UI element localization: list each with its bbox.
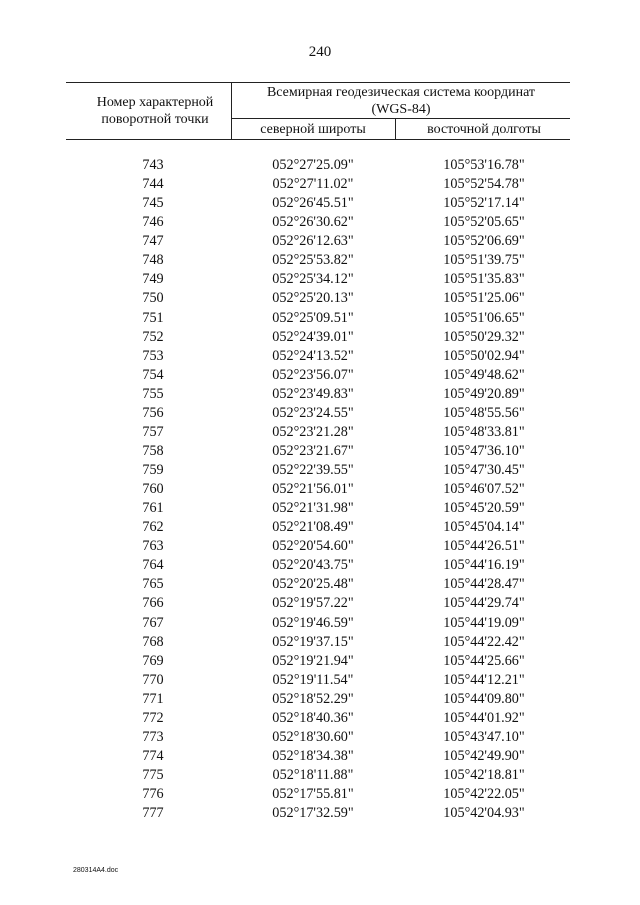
table-row	[0, 614, 640, 633]
table-row	[0, 442, 640, 461]
table-row	[0, 480, 640, 499]
latitude-value: 052°27'11.02"	[272, 176, 354, 193]
longitude-column-header: восточной долготы	[427, 122, 541, 137]
latitude-value: 052°23'56.07"	[272, 366, 354, 383]
point-number: 761	[142, 500, 164, 517]
longitude-value: 105°50'02.94"	[443, 347, 525, 364]
coordinates-table-body	[0, 156, 640, 823]
point-number: 776	[142, 786, 164, 803]
latitude-value: 052°26'45.51"	[272, 195, 354, 212]
point-number: 770	[142, 671, 164, 688]
point-number: 757	[142, 423, 164, 440]
table-row	[0, 175, 640, 194]
table-row	[0, 423, 640, 442]
longitude-value: 105°46'07.52"	[443, 481, 525, 498]
table-row	[0, 652, 640, 671]
longitude-value: 105°44'01.92"	[443, 709, 525, 726]
longitude-value: 105°51'06.65"	[443, 309, 525, 326]
table-row	[0, 690, 640, 709]
header-subcolumn-border	[231, 118, 570, 119]
point-number: 777	[142, 805, 164, 822]
latitude-value: 052°21'31.98"	[272, 500, 354, 517]
header-bottom-border	[66, 139, 570, 140]
point-number: 762	[142, 519, 164, 536]
table-row	[0, 366, 640, 385]
longitude-value: 105°52'05.65"	[443, 214, 525, 231]
latitude-value: 052°18'30.60"	[272, 728, 354, 745]
latitude-value: 052°19'21.94"	[272, 652, 354, 669]
longitude-value: 105°42'04.93"	[443, 805, 525, 822]
point-number: 756	[142, 404, 164, 421]
longitude-value: 105°44'09.80"	[443, 690, 525, 707]
point-number: 763	[142, 538, 164, 555]
coordinate-system-title: Всемирная геодезическая система координат	[266, 85, 536, 100]
point-number: 774	[142, 747, 164, 764]
table-row	[0, 156, 640, 175]
longitude-value: 105°44'19.09"	[443, 614, 525, 631]
longitude-value: 105°42'49.90"	[443, 747, 525, 764]
table-row	[0, 747, 640, 766]
header-subcolumn-divider	[395, 118, 396, 139]
longitude-value: 105°44'29.74"	[443, 595, 525, 612]
point-number: 759	[142, 462, 164, 478]
latitude-value: 052°18'40.36"	[272, 709, 354, 726]
longitude-value: 105°48'55.56"	[443, 404, 525, 421]
latitude-value: 052°23'21.28"	[272, 423, 354, 440]
point-number: 766	[142, 595, 164, 612]
longitude-value: 105°51'35.83"	[443, 271, 525, 288]
latitude-value: 052°19'37.15"	[272, 633, 354, 650]
table-row	[0, 404, 640, 423]
longitude-value: 105°47'30.45"	[443, 462, 525, 478]
table-row	[0, 232, 640, 251]
table-row	[0, 385, 640, 404]
table-row	[0, 213, 640, 232]
longitude-value: 105°45'04.14"	[443, 519, 525, 536]
table-row	[0, 347, 640, 366]
longitude-value: 105°44'16.19"	[443, 557, 525, 574]
point-number: 744	[142, 176, 164, 193]
latitude-value: 052°18'34.38"	[272, 747, 354, 764]
longitude-value: 105°42'22.05"	[443, 786, 525, 803]
longitude-value: 105°51'39.75"	[443, 252, 525, 269]
point-number: 768	[142, 633, 164, 650]
latitude-value: 052°26'12.63"	[272, 233, 354, 250]
table-row	[0, 575, 640, 594]
point-number: 743	[142, 157, 164, 173]
longitude-value: 105°44'12.21"	[443, 671, 525, 688]
latitude-value: 052°23'49.83"	[272, 385, 354, 402]
point-number: 753	[142, 347, 164, 364]
latitude-value: 052°17'32.59"	[272, 805, 354, 822]
table-row	[0, 728, 640, 747]
table-row	[0, 671, 640, 690]
latitude-value: 052°22'39.55"	[272, 462, 354, 478]
table-row	[0, 194, 640, 213]
table-row	[0, 766, 640, 785]
longitude-value: 105°45'20.59"	[443, 500, 525, 517]
longitude-value: 105°48'33.81"	[443, 423, 525, 440]
latitude-value: 052°20'25.48"	[272, 576, 354, 593]
longitude-value: 105°44'26.51"	[443, 538, 525, 555]
table-row	[0, 270, 640, 289]
table-row	[0, 251, 640, 270]
point-number: 748	[142, 252, 164, 269]
point-number: 755	[142, 385, 164, 402]
longitude-value: 105°52'54.78"	[443, 176, 525, 193]
longitude-value: 105°43'47.10"	[443, 728, 525, 745]
latitude-value: 052°21'56.01"	[272, 481, 354, 498]
longitude-value: 105°44'22.42"	[443, 633, 525, 650]
point-number: 758	[142, 442, 164, 459]
latitude-value: 052°20'54.60"	[272, 538, 354, 555]
point-number: 773	[142, 728, 164, 745]
point-number: 771	[142, 690, 164, 707]
latitude-value: 052°25'53.82"	[272, 252, 354, 269]
table-row	[0, 804, 640, 823]
table-row	[0, 289, 640, 308]
point-number: 772	[142, 709, 164, 726]
latitude-value: 052°17'55.81"	[272, 786, 354, 803]
latitude-value: 052°19'11.54"	[272, 671, 354, 688]
point-number: 769	[142, 652, 164, 669]
coordinate-system-code: (WGS-84)	[371, 102, 431, 117]
latitude-value: 052°23'21.67"	[272, 442, 354, 459]
latitude-value: 052°25'09.51"	[272, 309, 354, 326]
table-row	[0, 785, 640, 804]
table-row	[0, 309, 640, 328]
point-number: 751	[142, 309, 164, 326]
longitude-value: 105°42'18.81"	[443, 767, 525, 783]
longitude-value: 105°52'17.14"	[443, 195, 525, 212]
table-row	[0, 461, 640, 480]
latitude-value: 052°18'11.88"	[272, 767, 354, 783]
longitude-value: 105°49'48.62"	[443, 366, 525, 383]
point-number: 754	[142, 366, 164, 383]
latitude-value: 052°18'52.29"	[272, 690, 354, 707]
point-number: 764	[142, 557, 164, 574]
point-number: 775	[142, 767, 164, 783]
header-top-border	[66, 82, 570, 83]
latitude-value: 052°23'24.55"	[272, 404, 354, 421]
point-number: 752	[142, 328, 164, 345]
longitude-value: 105°53'16.78"	[443, 157, 525, 173]
point-number: 746	[142, 214, 164, 231]
latitude-column-header: северной широты	[260, 122, 366, 137]
point-number: 765	[142, 576, 164, 593]
table-row	[0, 499, 640, 518]
longitude-value: 105°52'06.69"	[443, 233, 525, 250]
longitude-value: 105°51'25.06"	[443, 290, 525, 307]
latitude-value: 052°27'25.09"	[272, 157, 354, 173]
point-number-column-header: Номер характерной поворотной точки	[96, 95, 214, 127]
latitude-value: 052°24'39.01"	[272, 328, 354, 345]
latitude-value: 052°20'43.75"	[272, 557, 354, 574]
point-number: 767	[142, 614, 164, 631]
longitude-value: 105°44'25.66"	[443, 652, 525, 669]
document-filename: 280314A4.doc	[73, 867, 119, 874]
latitude-value: 052°25'20.13"	[272, 290, 354, 307]
table-row	[0, 537, 640, 556]
table-row	[0, 633, 640, 652]
latitude-value: 052°24'13.52"	[272, 347, 354, 364]
longitude-value: 105°50'29.32"	[443, 328, 525, 345]
page-number: 240	[308, 44, 332, 60]
latitude-value: 052°19'57.22"	[272, 595, 354, 612]
table-row	[0, 328, 640, 347]
point-number: 745	[142, 195, 164, 212]
table-row	[0, 556, 640, 575]
point-number: 750	[142, 290, 164, 307]
longitude-value: 105°47'36.10"	[443, 442, 525, 459]
table-row	[0, 709, 640, 728]
point-number: 760	[142, 481, 164, 498]
point-number: 749	[142, 271, 164, 288]
longitude-value: 105°49'20.89"	[443, 385, 525, 402]
point-number: 747	[142, 233, 164, 250]
table-row	[0, 594, 640, 613]
table-row	[0, 518, 640, 537]
latitude-value: 052°26'30.62"	[272, 214, 354, 231]
latitude-value: 052°19'46.59"	[272, 614, 354, 631]
latitude-value: 052°21'08.49"	[272, 519, 354, 536]
longitude-value: 105°44'28.47"	[443, 576, 525, 593]
latitude-value: 052°25'34.12"	[272, 271, 354, 288]
